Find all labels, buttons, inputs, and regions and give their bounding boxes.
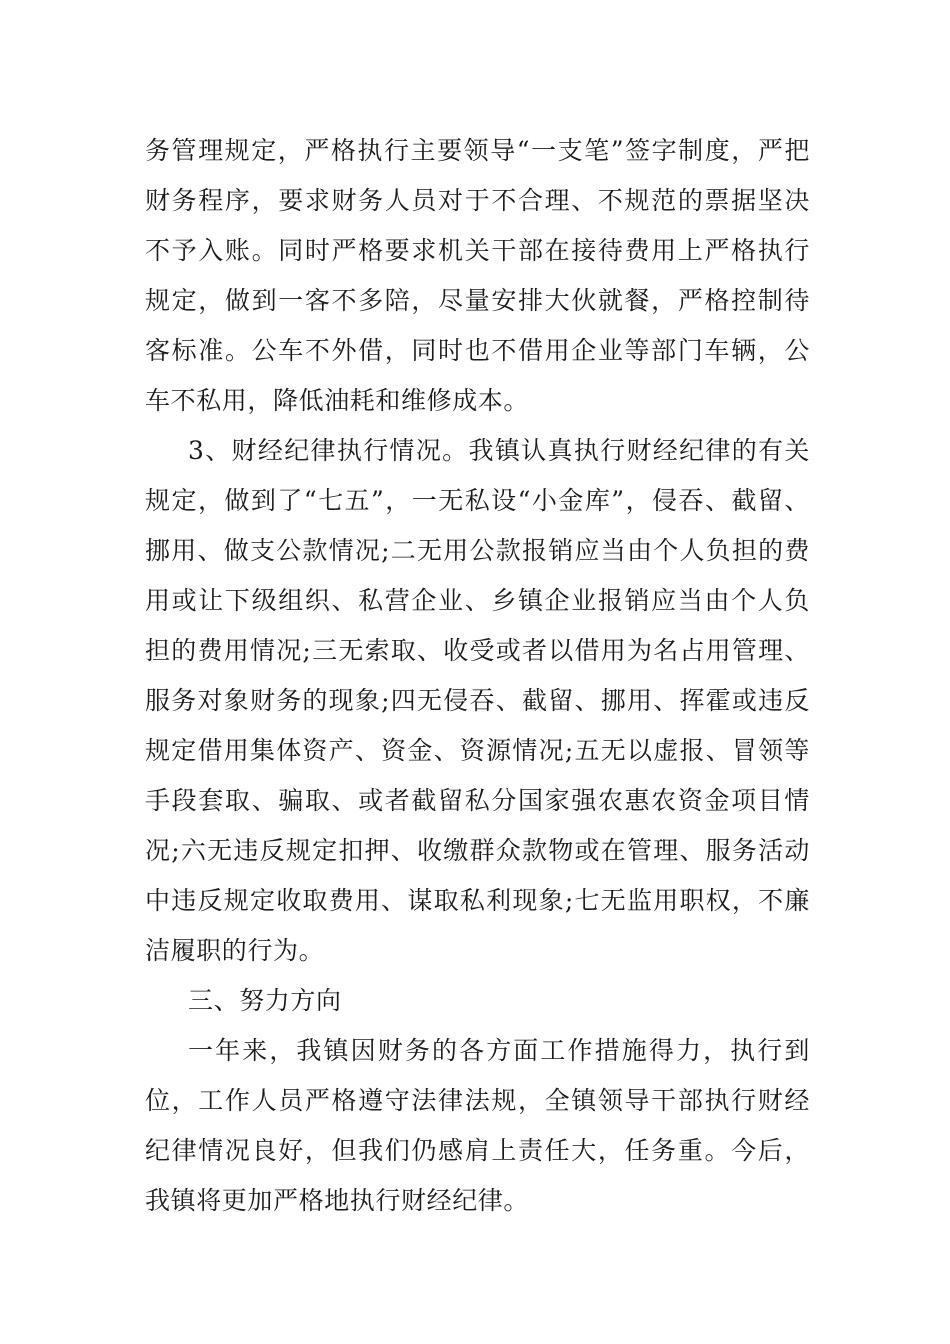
paragraph-conclusion: 一年来，我镇因财务的各方面工作措施得力，执行到位，工作人员严格遵守法律法规，全镇领导干部执行财经纪律情况良好，但我们仍感肩上责任大，任务重。今后，我镇将更加严格地执行财经纪律。 (145, 1036, 810, 1215)
document-body (145, 126, 810, 1226)
paragraph-financial-management: 务管理规定，严格执行主要领导“一支笔”签字制度，严把财务程序，要求财务人员对于不合理、不规范的票据坚决不予入账。同时严格要求机关干部在接待费用上严格执行规定，做到一客不多陪，尽量安排大伙就餐，严格控制待客标准。公车不外借，同时也不借用企业等部门车辆，公车不私用，降低油耗和维修成本。 (145, 136, 810, 415)
section-heading-direction: 三、努力方向 (188, 986, 342, 1015)
paragraph-financial-discipline: 3、财经纪律执行情况。我镇认真执行财经纪律的有关规定，做到了“七五”，一无私设“小金库”，侵吞、截留、挪用、做支公款情况;二无用公款报销应当由个人负担的费用或让下级组织、私营企业、乡镇企业报销应当由个人负担的费用情况;三无索取、收受或者以借用为名占用管理、服务对象财务的现象;四无侵吞、截留、挪用、挥霍或违反规定借用集体资产、资金、资源情况;五无以虚报、冒领等手段套取、骗取、或者截留私分国家强农惠农资金项目情况;六无违反规定扣押、收缴群众款物或在管理、服务活动中违反规定收取费用、谋取私利现象;七无监用职权，不廉洁履职的行为。 (145, 436, 810, 965)
